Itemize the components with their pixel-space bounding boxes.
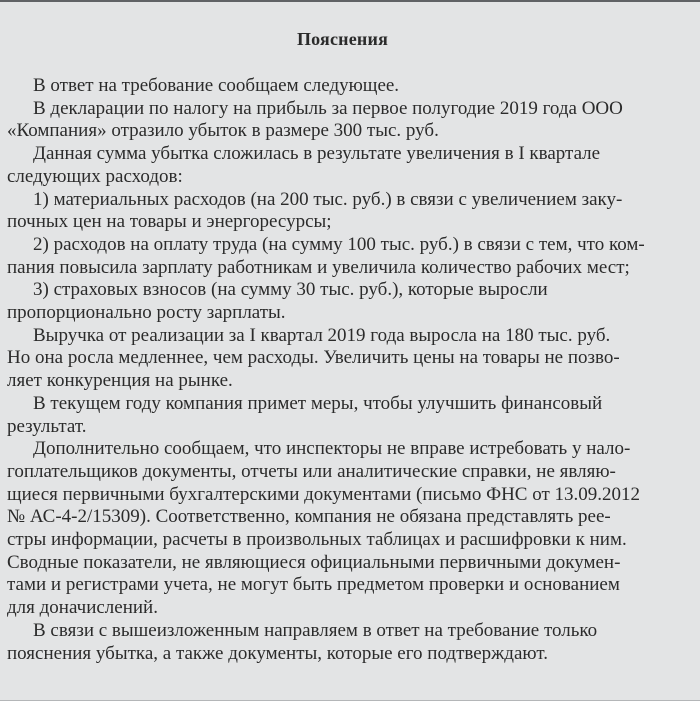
text-line: 3) страховых взносов (на сумму 30 тыс. руб.), которые выросли	[33, 279, 548, 301]
text-line: 2) расходов на оплату труда (на сумму 100 тыс. руб.) в связи с тем, что ком-	[33, 233, 645, 255]
text-line: В ответ на требование сообщаем следующее.	[33, 75, 400, 96]
text-line: Но она росла медленнее, чем расходы. Увеличить цены на товары не позво-	[7, 347, 620, 369]
text-line: пания повысила зарплату работникам и увеличила количество рабочих мест;	[7, 256, 630, 278]
paragraph	[7, 279, 678, 324]
text-line: следующих расходов:	[7, 165, 183, 187]
paragraph	[7, 75, 678, 98]
text-line: № АС-4-2/15309). Соответственно, компания не обязана представлять рее-	[7, 506, 611, 528]
document-body	[7, 75, 678, 665]
text-line: стры информации, расчеты в произвольных таблицах и расшифровки к ним.	[7, 529, 627, 551]
text-line: пропорционально росту зарплаты.	[7, 302, 286, 324]
text-line: «Компания» отразило убыток в размере 300 тыс. руб.	[7, 120, 439, 142]
text-line: для доначислений.	[7, 597, 158, 619]
paragraph	[7, 620, 678, 665]
paragraph	[7, 234, 678, 279]
text-line: В декларации по налогу на прибыль за первое полугодие 2019 года ООО	[33, 97, 623, 119]
text-line: Дополнительно сообщаем, что инспекторы не вправе истребовать у нало-	[33, 438, 631, 460]
paragraph	[7, 98, 678, 143]
text-line: В связи с вышеизложенным направляем в ответ на требование только	[33, 619, 598, 641]
paragraph	[7, 438, 678, 620]
paragraph	[7, 143, 678, 188]
text-line: гоплательщиков документы, отчеты или аналитические справки, не являю-	[7, 460, 616, 482]
text-line: Выручка от реализации за I квартал 2019 года выросла на 180 тыс. руб.	[33, 324, 611, 346]
text-line: результат.	[7, 415, 87, 437]
text-line: ляет конкуренция на рынке.	[7, 370, 233, 392]
text-line: Данная сумма убытка сложилась в результате увеличения в I квартале	[33, 143, 601, 165]
text-line: тами и регистрами учета, не могут быть предметом проверки и основанием	[7, 574, 620, 596]
text-line: В текущем году компания примет меры, чтобы улучшить финансовый	[33, 392, 603, 414]
text-line: почных цен на товары и энергоресурсы;	[7, 211, 332, 233]
document-title: Пояснения	[296, 29, 389, 49]
text-line: пояснения убытка, а также документы, которые его подтверждают.	[7, 642, 548, 664]
paragraph	[7, 325, 678, 393]
paragraph	[7, 189, 678, 234]
text-line: щиеся первичными бухгалтерскими документами (письмо ФНС от 13.09.2012	[7, 483, 641, 505]
text-line: Сводные показатели, не являющиеся официальными первичными докумен-	[7, 551, 621, 573]
paragraph	[7, 393, 678, 438]
text-line: 1) материальных расходов (на 200 тыс. руб.) в связи с увеличением заку-	[33, 188, 623, 210]
